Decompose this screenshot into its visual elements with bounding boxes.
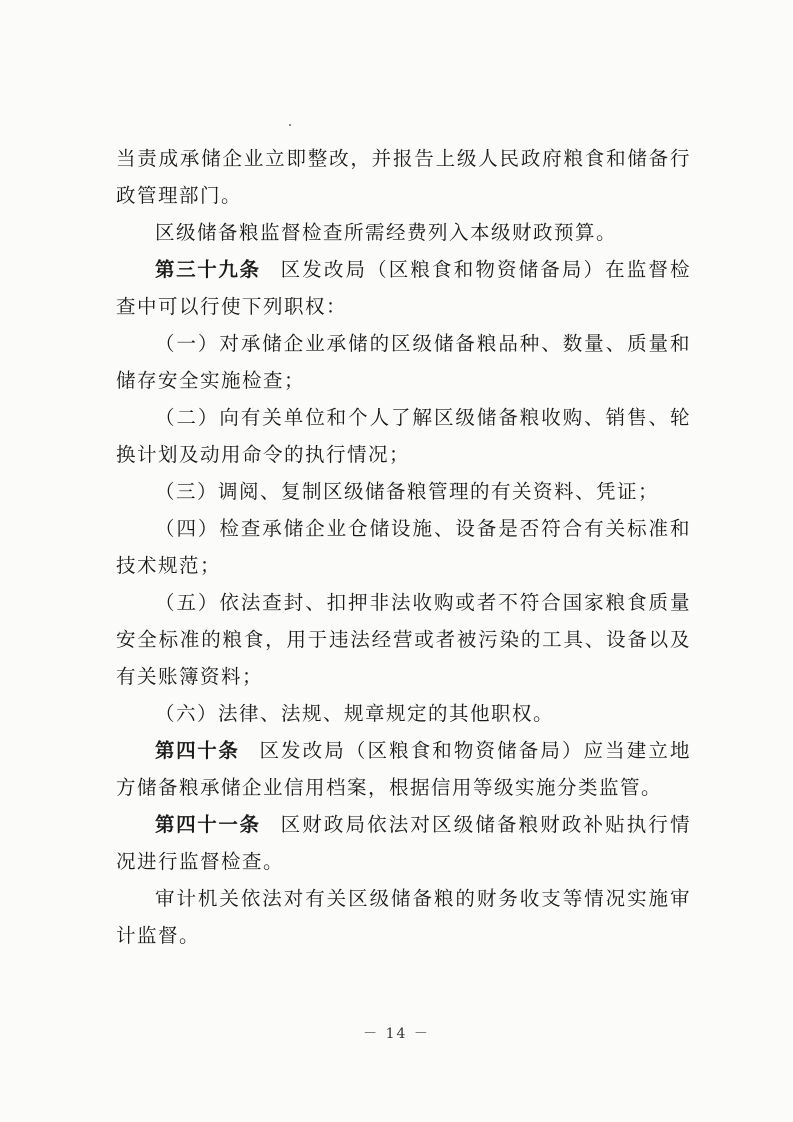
article-40 bbox=[116, 732, 691, 806]
page-number: － 14 － bbox=[363, 1026, 430, 1042]
paragraph-text: 区财政局依法对区级储备粮财政补贴执行情况进行监督检查。 bbox=[116, 813, 691, 873]
list-item-4 bbox=[116, 510, 691, 584]
paragraph-continuation bbox=[116, 140, 691, 214]
list-item-3 bbox=[116, 473, 691, 510]
article-number: 第四十条 bbox=[155, 739, 240, 762]
article-39 bbox=[116, 251, 691, 325]
list-item-6 bbox=[116, 695, 691, 732]
paragraph-budget bbox=[116, 214, 691, 251]
paragraph-text: （四）检查承储企业仓储设施、设备是否符合有关标准和技术规范； bbox=[116, 517, 691, 577]
paragraph-audit bbox=[116, 880, 691, 954]
paragraph-text: （三）调阅、复制区级储备粮管理的有关资料、凭证； bbox=[155, 480, 660, 503]
paragraph-text: （五）依法查封、扣押非法收购或者不符合国家粮食质量安全标准的粮食，用于违法经营或者被污染的工具、设备以及有关账簿资料； bbox=[116, 591, 691, 688]
document-body bbox=[116, 140, 691, 954]
list-item-1 bbox=[116, 325, 691, 399]
paragraph-text: （二）向有关单位和个人了解区级储备粮收购、销售、轮换计划及动用命令的执行情况； bbox=[116, 406, 691, 466]
list-item-5 bbox=[116, 584, 691, 695]
article-number: 第四十一条 bbox=[155, 813, 261, 836]
paragraph-text: 审计机关依法对有关区级储备粮的财务收支等情况实施审计监督。 bbox=[116, 887, 691, 947]
paragraph-text: 区发改局（区粮食和物资储备局）应当建立地方储备粮承储企业信用档案，根据信用等级实施分类监管。 bbox=[116, 739, 691, 799]
paragraph-text: （六）法律、法规、规章规定的其他职权。 bbox=[155, 702, 555, 725]
paragraph-text: 区发改局（区粮食和物资储备局）在监督检查中可以行使下列职权： bbox=[116, 258, 691, 318]
paragraph-text: 当责成承储企业立即整改，并报告上级人民政府粮食和储备行政管理部门。 bbox=[116, 147, 691, 207]
article-41 bbox=[116, 806, 691, 880]
paragraph-text: （一）对承储企业承储的区级储备粮品种、数量、质量和储存安全实施检查； bbox=[116, 332, 691, 392]
scan-speck bbox=[289, 124, 291, 126]
article-number: 第三十九条 bbox=[155, 258, 261, 281]
list-item-2 bbox=[116, 399, 691, 473]
paragraph-text: 区级储备粮监督检查所需经费列入本级财政预算。 bbox=[155, 221, 618, 244]
